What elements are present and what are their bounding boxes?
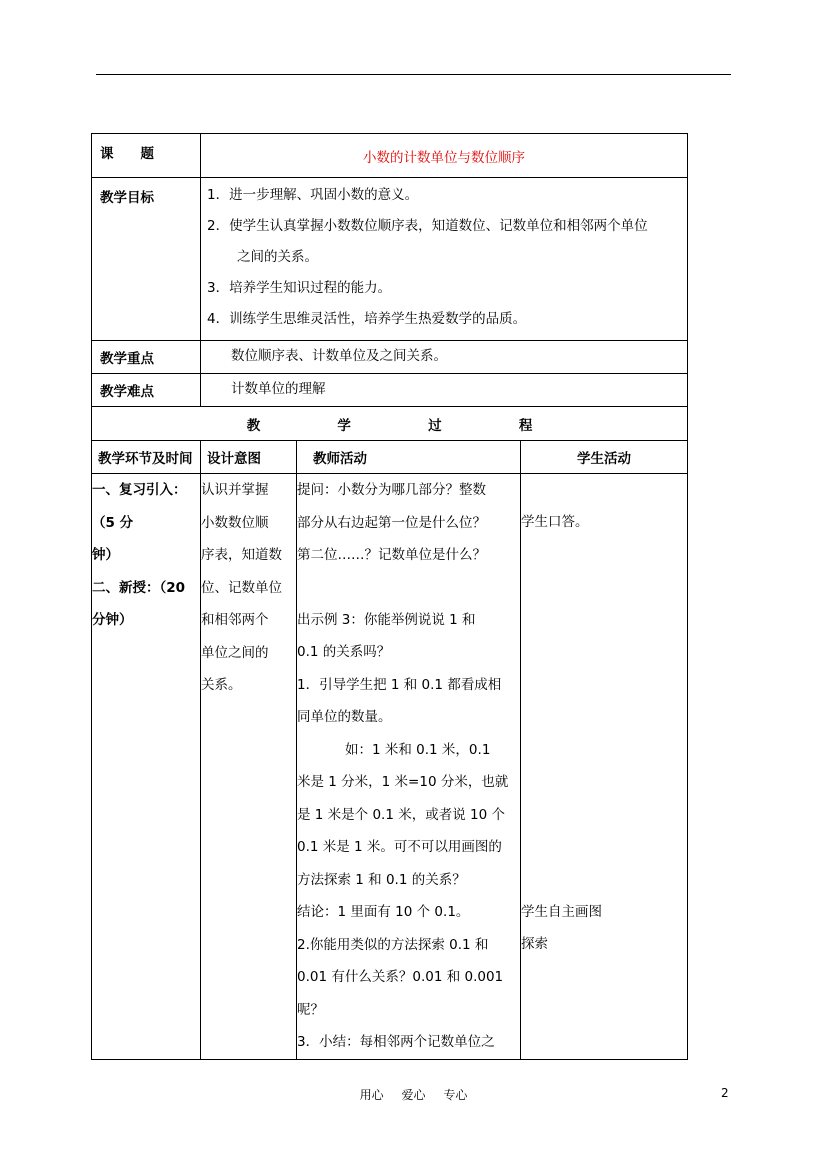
process-char: 教: [246, 417, 261, 434]
footer-text: 爱心: [401, 1088, 426, 1102]
goals-cell: [201, 178, 688, 341]
header-rule: [96, 74, 731, 75]
design-line: 序表，知道数: [201, 547, 282, 563]
teacher-line: 第二位……？记数单位是什么？: [297, 547, 486, 563]
lesson-title: 小数的计数单位与数位顺序: [201, 134, 688, 178]
key-text: 数位顺序表、计数单位及之间关系。: [201, 341, 688, 374]
process-row: [92, 407, 688, 441]
student-line: 学生自主画图: [521, 903, 602, 920]
teacher-line: 2.你能用类似的方法探索 0.1 和: [297, 936, 489, 953]
key-label: 教学重点: [92, 341, 201, 374]
difficulty-label: 教学难点: [92, 374, 201, 407]
teacher-line: 0.01 有什么关系？0.01 和 0.001: [297, 969, 504, 985]
column-header-teacher: 教师活动: [297, 441, 521, 474]
difficulty-text: 计数单位的理解: [201, 374, 688, 407]
teacher-line: 3．小结：每相邻两个记数单位之: [297, 1034, 495, 1050]
process-char: 学: [337, 417, 351, 434]
design-line: 关系。: [201, 677, 242, 693]
teacher-line: 0.1 的关系吗？: [297, 644, 391, 660]
column-header-design: 设计意图: [201, 441, 297, 474]
teacher-line: 出示例 3：你能举例说说 1 和: [297, 611, 476, 628]
design-cell: [201, 474, 297, 1060]
title-label: 课 题: [92, 134, 201, 178]
design-line: 和相邻两个: [201, 612, 269, 628]
goals-row: [92, 178, 688, 341]
goal-line: 4．训练学生思维灵活性，培养学生热爱数学的品质。: [207, 311, 527, 327]
goal-line: 3．培养学生知识过程的能力。: [207, 280, 392, 296]
design-line: 认识并掌握: [201, 482, 269, 498]
teacher-line: 呢？: [297, 1001, 324, 1018]
title-row: [92, 134, 688, 178]
teacher-line: 部分从右边起第一位是什么位？: [297, 514, 486, 531]
teacher-line: 是 1 米是个 0.1 米，或者说 10 个: [297, 806, 505, 823]
process-heading: [92, 407, 688, 441]
stage-line: 一、复习引入：（5 分: [92, 482, 187, 531]
design-line: 单位之间的: [201, 644, 269, 661]
goal-line: 2．使学生认真掌握小数数位顺序表，知道数位、记数单位和相邻两个单位: [207, 218, 648, 234]
process-char: 过: [428, 417, 442, 434]
footer-text: 专心: [443, 1088, 468, 1102]
goal-line: 1．进一步理解、巩固小数的意义。: [207, 187, 419, 203]
difficulty-row: [92, 374, 688, 407]
column-header-student: 学生活动: [521, 441, 688, 474]
student-line: 探索: [521, 936, 548, 952]
student-cell: [521, 474, 688, 1060]
teacher-line: 结论：1 里面有 10 个 0.1。: [297, 904, 470, 920]
stage-cell: [92, 474, 201, 1060]
teacher-line: 提问：小数分为哪几部分？整数: [297, 482, 486, 498]
teacher-line: 米是 1 分米，1 米=10 分米，也就: [297, 774, 509, 790]
teacher-line: 如：1 米和 0.1 米，0.1: [345, 741, 491, 758]
goals-label: 教学目标: [92, 178, 201, 341]
student-line: 学生口答。: [521, 514, 589, 530]
page-number: 2: [721, 1086, 729, 1100]
teacher-line: 0.1 米是 1 米。可不可以用画图的: [297, 839, 502, 855]
design-line: 小数数位顺: [201, 514, 269, 531]
stage-line: 二、新授：（20 分钟）: [92, 579, 186, 628]
teacher-line: 方法探索 1 和 0.1 的关系？: [297, 871, 466, 888]
teacher-line: 同单位的数量。: [297, 709, 392, 725]
stage-line: 钟）: [92, 547, 119, 563]
design-line: 位、记数单位: [201, 579, 282, 596]
lesson-plan-table: [91, 133, 688, 1060]
column-header-row: [92, 441, 688, 474]
teacher-cell: [297, 474, 521, 1060]
process-char: 程: [518, 417, 533, 434]
activity-row: [92, 474, 688, 1060]
footer-text: 用心: [359, 1088, 384, 1102]
key-points-row: [92, 341, 688, 374]
column-header-stage: 教学环节及时间: [92, 441, 201, 474]
teacher-line: 1．引导学生把 1 和 0.1 都看成相: [297, 676, 502, 693]
goal-line: 之间的关系。: [237, 249, 318, 265]
page-footer: [0, 1086, 827, 1103]
